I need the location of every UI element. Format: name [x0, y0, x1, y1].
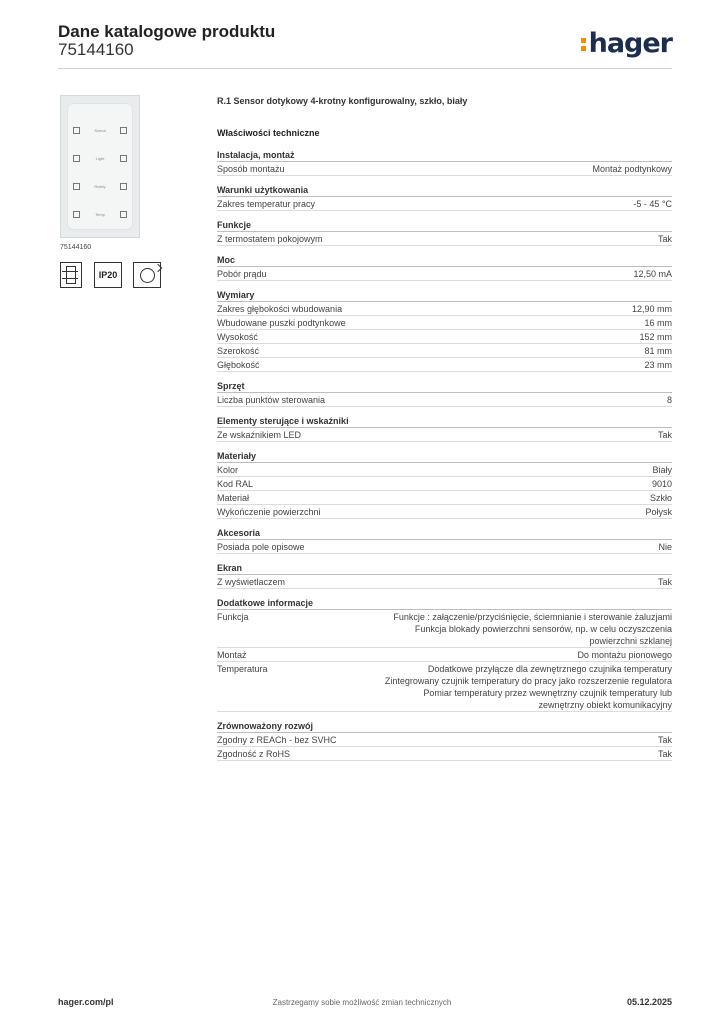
section-title: Moc — [217, 255, 672, 267]
spec-row — [217, 648, 672, 662]
spec-row — [217, 316, 672, 330]
spec-label: Szerokość — [217, 346, 260, 356]
spec-row — [217, 330, 672, 344]
spec-label: Zgodny z REACh - bez SVHC — [217, 735, 337, 745]
spec-value: 152 mm — [639, 332, 672, 342]
spec-label: Posiada pole opisowe — [217, 542, 305, 552]
spec-row — [217, 428, 672, 442]
spec-row — [217, 477, 672, 491]
spec-section — [217, 185, 672, 211]
spec-section — [217, 290, 672, 372]
spec-label: Z wyświetlaczem — [217, 577, 286, 587]
spec-section — [217, 381, 672, 407]
spec-label: Głębokość — [217, 360, 260, 370]
image-caption: 75144160 — [60, 244, 92, 251]
spec-value: 12,90 mm — [631, 304, 672, 314]
spec-section — [217, 563, 672, 589]
section-title: Elementy sterujące i wskaźniki — [217, 416, 672, 428]
section-title: Warunki użytkowania — [217, 185, 672, 197]
spec-label: Wysokość — [217, 332, 258, 342]
spec-label: Zgodność z RoHS — [217, 749, 291, 759]
spec-value: Biały — [652, 465, 672, 475]
glass-panel — [67, 103, 133, 230]
spec-row — [217, 162, 672, 176]
section-title: Instalacja, montaż — [217, 150, 672, 162]
spec-content — [217, 96, 672, 770]
sensor-row: Rolety — [73, 181, 127, 191]
tech-properties-title: Właściwości techniczne — [217, 128, 320, 138]
spec-label: Sposób montażu — [217, 164, 285, 174]
spec-value: 16 mm — [644, 318, 672, 328]
ip20-badge: IP20 — [94, 262, 122, 288]
section-title: Sprzęt — [217, 381, 672, 393]
spec-value: Tak — [657, 735, 672, 745]
spec-value: Tak — [657, 234, 672, 244]
footer-date: 05.12.2025 — [626, 997, 672, 1007]
header-divider — [58, 68, 672, 69]
sensor-row: Light — [73, 153, 127, 163]
spec-row — [217, 662, 672, 712]
page-title: Dane katalogowe produktu — [58, 22, 276, 41]
spec-row — [217, 344, 672, 358]
logo-dots-icon — [581, 35, 587, 54]
spec-label: Zakres głębokości wbudowania — [217, 304, 343, 314]
spec-value: 12,50 mA — [633, 269, 672, 279]
spec-row — [217, 463, 672, 477]
section-title: Akcesoria — [217, 528, 672, 540]
section-title: Funkcje — [217, 220, 672, 232]
spec-section — [217, 416, 672, 442]
temperature-sensor-icon — [133, 262, 161, 288]
spec-value: Tak — [657, 577, 672, 587]
spec-row — [217, 267, 672, 281]
section-title: Ekran — [217, 563, 672, 575]
spec-value: Dodatkowe przyłącze dla zewnętrznego czujnika temperatury Zintegrowany czujnik temperatury do pracy jako rozszerzenie regulatora Pomiar temperatury przez wewnętrzny czujnik temperatury lub zewnętrzny obiekt komunikacyjny — [384, 664, 672, 710]
spec-label: Materiał — [217, 493, 250, 503]
spec-section — [217, 255, 672, 281]
spec-section — [217, 220, 672, 246]
section-title: Materiały — [217, 451, 672, 463]
spec-row — [217, 540, 672, 554]
spec-value: 8 — [666, 395, 672, 405]
spec-label: Funkcja — [217, 612, 249, 622]
spec-value: Montaż podtynkowy — [592, 164, 672, 174]
spec-label: Wbudowane puszki podtynkowe — [217, 318, 346, 328]
spec-label: Montaż — [217, 650, 247, 660]
sensor-row: Scena — [73, 125, 127, 135]
spec-value: -5 - 45 °C — [633, 199, 672, 209]
spec-row — [217, 393, 672, 407]
spec-section — [217, 451, 672, 519]
product-image — [60, 95, 140, 238]
product-code: 75144160 — [58, 40, 134, 59]
spec-row — [217, 505, 672, 519]
spec-section — [217, 150, 672, 176]
spec-label: Wykończenie powierzchni — [217, 507, 321, 517]
spec-label: Kolor — [217, 465, 239, 475]
footer-website: hager.com/pl — [58, 997, 114, 1007]
footer-note: Zastrzegamy sobie możliwość zmian technicznych — [272, 998, 452, 1007]
hager-logo: hager — [581, 28, 672, 59]
spec-row — [217, 610, 672, 648]
spec-value: 9010 — [651, 479, 672, 489]
spec-value: Nie — [658, 542, 672, 552]
spec-label: Z termostatem pokojowym — [217, 234, 323, 244]
spec-section — [217, 721, 672, 761]
spec-label: Liczba punktów sterowania — [217, 395, 326, 405]
section-title: Dodatkowe informacje — [217, 598, 672, 610]
spec-label: Temperatura — [217, 664, 268, 674]
product-title: R.1 Sensor dotykowy 4-krotny konfigurowalny, szkło, biały — [217, 96, 468, 106]
spec-value: Połysk — [645, 507, 672, 517]
spec-row — [217, 302, 672, 316]
spec-label: Pobór prądu — [217, 269, 267, 279]
spec-row — [217, 197, 672, 211]
spec-value: Do montażu pionowego — [577, 650, 672, 660]
section-title: Zrównoważony rozwój — [217, 721, 672, 733]
spec-row — [217, 747, 672, 761]
sensor-row: Temp — [73, 209, 127, 219]
spec-sections — [217, 150, 672, 761]
spec-value: Tak — [657, 749, 672, 759]
spec-row — [217, 358, 672, 372]
spec-row — [217, 491, 672, 505]
section-title: Wymiary — [217, 290, 672, 302]
flush-mount-icon — [60, 262, 82, 288]
spec-row — [217, 575, 672, 589]
spec-row — [217, 733, 672, 747]
spec-label: Kod RAL — [217, 479, 254, 489]
spec-label: Ze wskaźnikiem LED — [217, 430, 302, 440]
spec-label: Zakres temperatur pracy — [217, 199, 316, 209]
spec-section — [217, 528, 672, 554]
spec-value: Tak — [657, 430, 672, 440]
spec-value: Szkło — [649, 493, 672, 503]
spec-value: Funkcje : załączenie/przyciśnięcie, ściemnianie i sterowanie żaluzjami Funkcja blokady powierzchni sensorów, np. w celu oczyszczenia powierzchni szklanej — [393, 612, 672, 646]
spec-value: 23 mm — [644, 360, 672, 370]
spec-value: 81 mm — [644, 346, 672, 356]
spec-section — [217, 598, 672, 712]
spec-row — [217, 232, 672, 246]
